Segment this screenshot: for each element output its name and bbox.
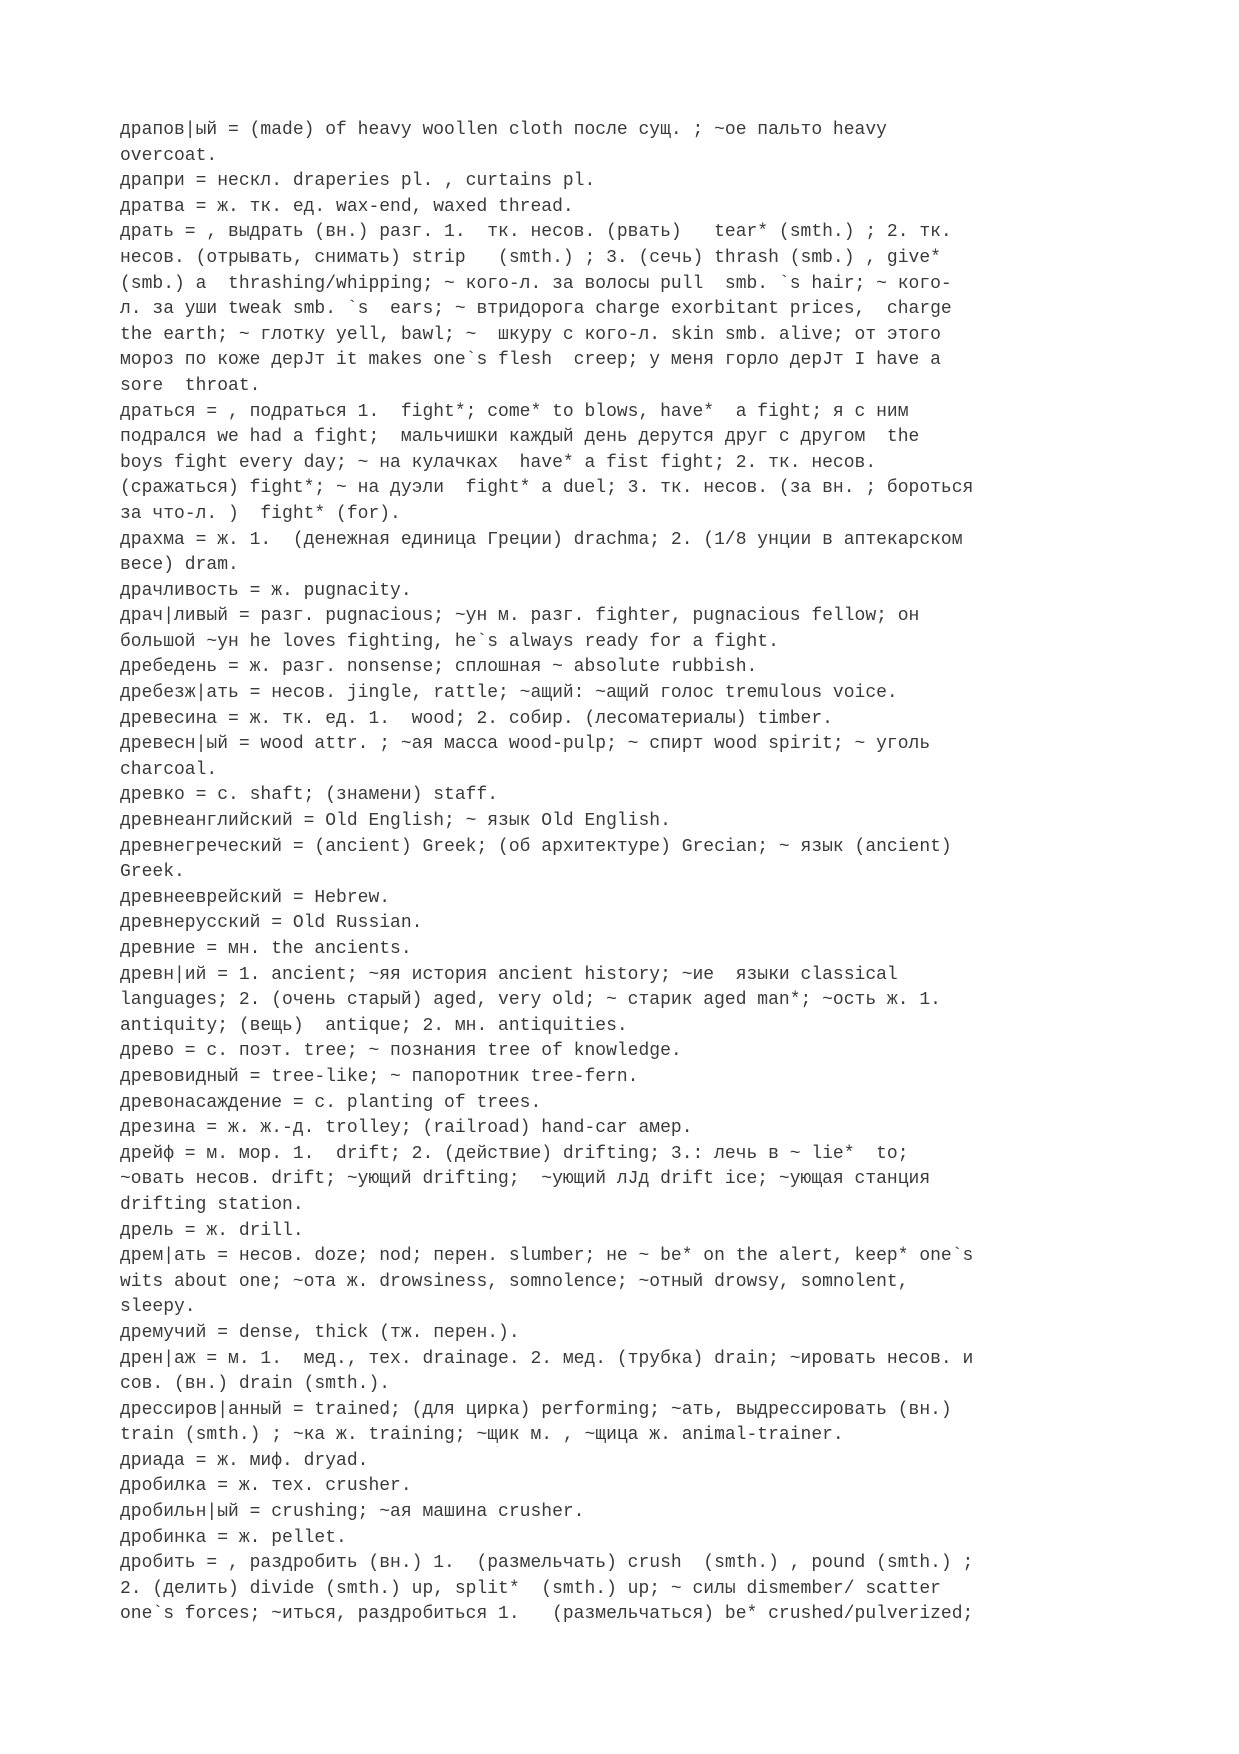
dictionary-entry: дрессиров|анный = trained; (для цирка) performing; ~ать, выдрессировать (вн.) train (smth.) ; ~ка ж. training; ~щик м. , ~щица ж. animal-trainer. (120, 1399, 952, 1446)
dictionary-entry: дробить = , раздробить (вн.) 1. (размельчать) crush (smth.) , pound (smth.) ; 2. (делить) divide (smth.) up, split* (smth.) up; ~ силы dismember/ scatter one`s forces; ~иться, раздробиться 1. (размельчаться) be* crushed/pulverized; (120, 1553, 974, 1625)
dictionary-entry: драться = , подраться 1. fight*; come* to blows, have* a fight; я с ним подрался we had a fight; мальчишки каждый день дерутся друг с другом the boys fight every day; ~ на кулачках have* a fist fight; 2. тк. несов. (сражаться) fight*; ~ на дуэли fight* a duel; 3. тк. несов. (за вн. ; бороться за что-л. ) fight* (for). (120, 401, 974, 524)
dictionary-entry: древо = с. поэт. tree; ~ познания tree of knowledge. (120, 1041, 682, 1062)
dictionary-entry: дробилка = ж. тех. crusher. (120, 1476, 412, 1497)
dictionary-entry: драпов|ый = (made) of heavy woollen cloth после сущ. ; ~ое пальто heavy overcoat. (120, 120, 887, 166)
dictionary-entry: дрель = ж. drill. (120, 1220, 304, 1241)
dictionary-entry: дробинка = ж. pellet. (120, 1527, 347, 1548)
dictionary-entry: дребезж|ать = несов. jingle, rattle; ~ащий: ~ащий голос tremulous voice. (120, 683, 898, 704)
dictionary-entry: древко = с. shaft; (знамени) staff. (120, 785, 499, 806)
dictionary-entry: дробильн|ый = crushing; ~ая машина crusher. (120, 1502, 585, 1523)
dictionary-entry: древнееврейский = Hebrew. (120, 887, 391, 908)
dictionary-entry: дриада = ж. миф. dryad. (120, 1450, 369, 1471)
dictionary-entry: дрезина = ж. ж.-д. trolley; (railroad) hand-car амер. (120, 1118, 693, 1139)
dictionary-entry: драчливость = ж. pugnacity. (120, 580, 412, 601)
dictionary-entry: драпри = нескл. draperies pl. , curtains pl. (120, 171, 596, 192)
dictionary-entry: древнеанглийский = Old English; ~ язык Old English. (120, 811, 671, 832)
dictionary-entry: древнегреческий = (ancient) Greek; (об архитектуре) Grecian; ~ язык (ancient) Greek. (120, 836, 952, 883)
dictionary-entry: древние = мн. the ancients. (120, 939, 412, 959)
dictionary-entry: драхма = ж. 1. (денежная единица Греции) drachma; 2. (1/8 унции в аптекарском весе) dram. (120, 529, 963, 576)
dictionary-entry: дратва = ж. тк. ед. wax-end, waxed thread. (120, 196, 574, 217)
dictionary-entry: дрейф = м. мор. 1. drift; 2. (действие) drifting; 3.: лечь в ~ lie* to; ~овать несов. drift; ~ующий drifting; ~ующий лЈд drift ice; ~ующая станция drifting station. (120, 1143, 931, 1215)
dictionary-entry: древесн|ый = wood attr. ; ~ая масса wood-pulp; ~ спирт wood spirit; ~ уголь charcoal. (120, 734, 931, 780)
dictionary-entry: древесина = ж. тк. ед. 1. wood; 2. собир. (лесоматериалы) timber. (120, 708, 833, 729)
dictionary-entry: древн|ий = 1. ancient; ~яя история ancient history; ~ие языки classical languages; 2. (очень старый) aged, very old; ~ старик aged man*; ~ость ж. 1. antiquity; (вещь) antique; 2. мн. antiquities. (120, 964, 941, 1036)
dictionary-entry: древовидный = tree-like; ~ папоротник tree-fern. (120, 1066, 639, 1087)
dictionary-entry: дремучий = dense, thick (тж. перен.). (120, 1322, 520, 1343)
dictionary-entry: драть = , выдрать (вн.) разг. 1. тк. несов. (рвать) tear* (smth.) ; 2. тк. несов. (отрывать, снимать) strip (smth.) ; 3. (сечь) thrash (smb.) , give* (smb.) a thrashing/whipping; ~ кого-л. за волосы pull smb. `s hair; ~ кого- л. за уши tweak smb. `s ears; ~ втридорога charge exorbitant prices, charge the earth; ~ глотку yell, bawl; ~ шкуру с кого-л. skin smb. alive; от этого мороз по коже дерЈт it makes one`s flesh creep; у меня горло дерЈт I have a sore throat. (120, 222, 952, 396)
dictionary-entry: драч|ливый = разг. pugnacious; ~ун м. разг. fighter, pugnacious fellow; он большой ~ун he loves fighting, he`s always ready for a fight. (120, 606, 920, 652)
dictionary-entry: дрем|ать = несов. doze; nod; перен. slumber; не ~ be* on the alert, keep* one`s wits about one; ~ота ж. drowsiness, somnolence; ~отный drowsy, somnolent, sleepy. (120, 1246, 974, 1318)
dictionary-page (120, 118, 1130, 1628)
dictionary-entry: древонасаждение = с. planting of trees. (120, 1092, 542, 1113)
dictionary-entry: дрен|аж = м. 1. мед., тех. drainage. 2. мед. (трубка) drain; ~ировать несов. и сов. (вн.) drain (smth.). (120, 1348, 974, 1395)
dictionary-entry: древнерусский = Old Russian. (120, 913, 423, 934)
dictionary-entry: дребедень = ж. разг. nonsense; сплошная ~ absolute rubbish. (120, 657, 758, 678)
